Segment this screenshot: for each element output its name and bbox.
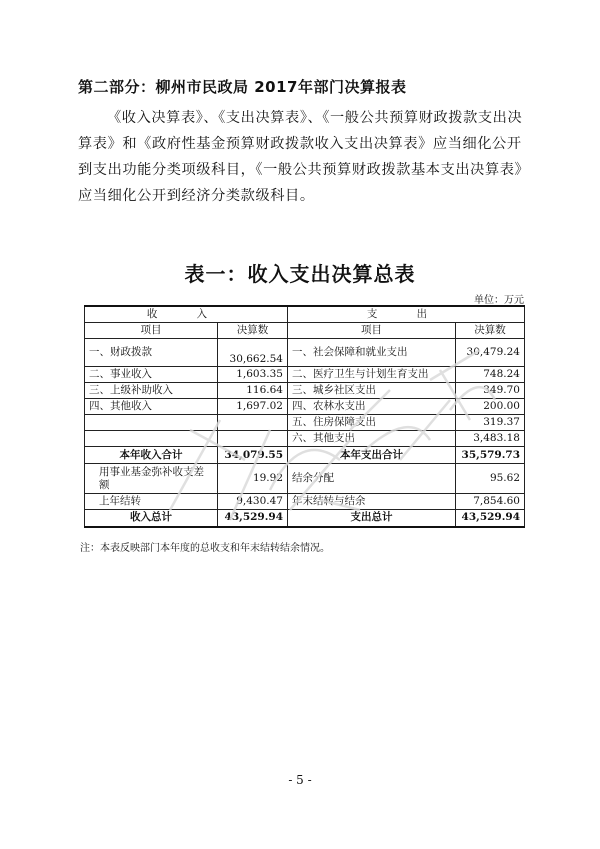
- table-row: [85, 367, 525, 383]
- income-amount-header: 决算数: [218, 323, 288, 339]
- table-title: 表一：收入支出决算总表: [184, 262, 416, 286]
- income-item: 二、事业收入: [85, 367, 218, 383]
- income-item: 四、其他收入: [85, 399, 218, 415]
- income-item-header: 项目: [85, 323, 218, 339]
- expense-value: 349.70: [456, 383, 525, 399]
- expense-item: 年末结转与结余: [288, 494, 456, 510]
- grand-total-row: [85, 510, 525, 527]
- year-total-row: [85, 447, 525, 464]
- table-row: [85, 415, 525, 431]
- income-grand-total-value: 43,529.94: [218, 510, 288, 527]
- year-expense-total-label: 本年支出合计: [288, 447, 456, 464]
- year-income-total-value: 34,079.55: [218, 447, 288, 464]
- expense-item: 结余分配: [288, 464, 456, 494]
- expense-value: 95.62: [456, 464, 525, 494]
- income-value: 116.64: [218, 383, 288, 399]
- income-item: 三、上级补助收入: [85, 383, 218, 399]
- income-value: 1,697.02: [218, 399, 288, 415]
- page-number: - 5 -: [288, 773, 312, 787]
- income-item: [85, 415, 218, 431]
- table-row: [85, 431, 525, 447]
- table-row: [85, 494, 525, 510]
- expense-value: 319.37: [456, 415, 525, 431]
- year-income-total-label: 本年收入合计: [85, 447, 218, 464]
- expense-header: 支 出: [366, 308, 446, 320]
- income-grand-total-label: 收入总计: [85, 510, 218, 527]
- expense-value: 30,479.24: [456, 339, 525, 367]
- expense-amount-header: 决算数: [456, 323, 525, 339]
- expense-value: 7,854.60: [456, 494, 525, 510]
- section-header-row: [85, 306, 525, 323]
- expense-item: 三、城乡社区支出: [288, 383, 456, 399]
- expense-grand-total-value: 43,529.94: [456, 510, 525, 527]
- income-value: 1,603.35: [218, 367, 288, 383]
- expense-item: 二、医疗卫生与计划生育支出: [288, 367, 456, 383]
- income-item: 用事业基金弥补收支差额: [85, 464, 218, 494]
- income-value: 19.92: [218, 464, 288, 494]
- unit-label: 单位：万元: [474, 295, 524, 306]
- expense-value: 200.00: [456, 399, 525, 415]
- income-value: 9,430.47: [218, 494, 288, 510]
- column-header-row: [85, 323, 525, 339]
- income-header: 收 入: [146, 308, 226, 320]
- summary-table: [84, 305, 525, 528]
- income-value: [218, 431, 288, 447]
- section-title: 第二部分：柳州市民政局 2017年部门决算报表: [78, 78, 407, 96]
- expense-value: 3,483.18: [456, 431, 525, 447]
- table-row: [85, 399, 525, 415]
- table-row: [85, 383, 525, 399]
- table-row: [85, 339, 525, 367]
- income-item: [85, 431, 218, 447]
- expense-item-header: 项目: [288, 323, 456, 339]
- expense-item: 四、农林水支出: [288, 399, 456, 415]
- expense-item: 六、其他支出: [288, 431, 456, 447]
- year-expense-total-value: 35,579.73: [456, 447, 525, 464]
- table-row: [85, 464, 525, 494]
- income-item: 一、财政拨款: [85, 339, 218, 367]
- expense-value: 748.24: [456, 367, 525, 383]
- expense-item: 一、社会保障和就业支出: [288, 339, 456, 367]
- income-item: 上年结转: [85, 494, 218, 510]
- expense-grand-total-label: 支出总计: [288, 510, 456, 527]
- income-value: [218, 415, 288, 431]
- income-value: 30,662.54: [218, 339, 288, 367]
- table-note: 注：本表反映部门本年度的总收支和年末结转结余情况。: [80, 543, 330, 554]
- intro-paragraph: 《收入决算表》、《支出决算表》、《一般公共预算财政拨款支出决算表》和《政府性基金预算财政拨款收入支出决算表》应当细化公开到支出功能分类项级科目，《一般公共预算财政拨款基本支出决算表》应当细化公开到经济分类款级科目。: [78, 110, 530, 204]
- expense-item: 五、住房保障支出: [288, 415, 456, 431]
